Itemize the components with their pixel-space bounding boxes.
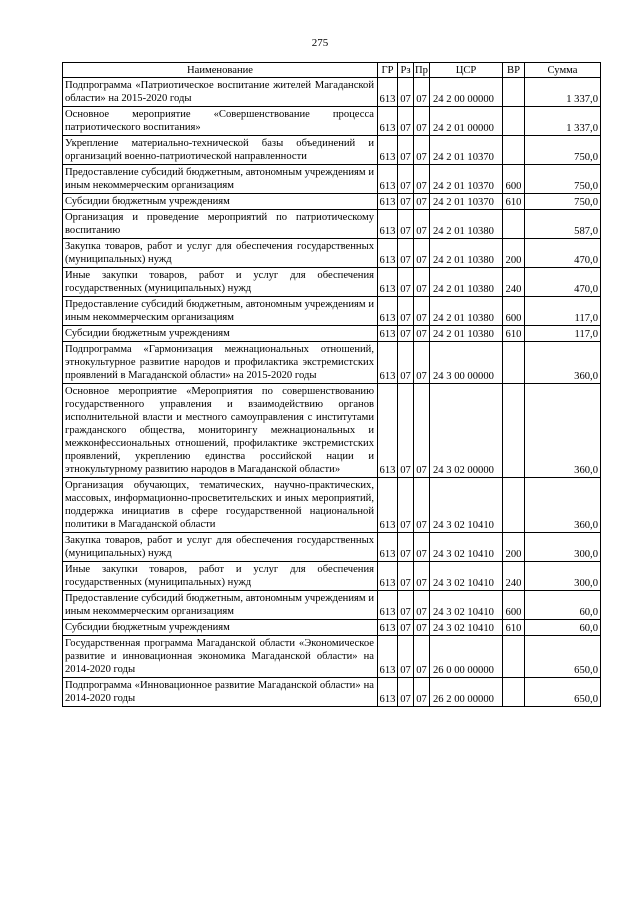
row-name: Основное мероприятие «Мероприятия по совершенствованию государственного управления и взаимодействию органов исполнительной власти и местного самоуправления с институтами гражданского общества, мониторингу межнациональных и межконфессиональных отношений, профилактике экстремистских проявлений, укреплению единства российской нации и этнокультурному развитию народов в Магаданской области» [63,384,378,478]
row-pr: 07 [414,78,430,107]
row-gr: 613 [378,297,398,326]
row-name: Организация и проведение мероприятий по патриотическому воспитанию [63,210,378,239]
row-vr [503,210,525,239]
table-row [63,678,601,707]
row-vr [503,636,525,678]
row-pr: 07 [414,636,430,678]
row-sum: 117,0 [525,297,601,326]
row-name: Закупка товаров, работ и услуг для обеспечения государственных (муниципальных) нужд [63,533,378,562]
row-sum: 360,0 [525,384,601,478]
row-gr: 613 [378,107,398,136]
row-gr: 613 [378,384,398,478]
row-sum: 470,0 [525,239,601,268]
row-csr: 24 2 01 10370 [430,136,503,165]
row-vr [503,107,525,136]
row-csr: 24 3 02 10410 [430,591,503,620]
row-csr: 24 2 01 10370 [430,194,503,210]
row-vr: 200 [503,533,525,562]
row-name: Предоставление субсидий бюджетным, автономным учреждениям и иным некоммерческим организациям [63,165,378,194]
row-vr: 610 [503,620,525,636]
header-name: Наименование [63,63,378,78]
row-rz: 07 [398,107,414,136]
row-csr: 24 2 01 10380 [430,326,503,342]
row-vr [503,678,525,707]
row-gr: 613 [378,591,398,620]
row-gr: 613 [378,194,398,210]
row-name: Субсидии бюджетным учреждениям [63,194,378,210]
row-name: Иные закупки товаров, работ и услуг для обеспечения государственных (муниципальных) нужд [63,562,378,591]
row-name: Подпрограмма «Гармонизация межнациональных отношений, этнокультурное развитие народов и профилактика экстремистских проявлений в Магаданской области» на 2015-2020 годы [63,342,378,384]
row-sum: 587,0 [525,210,601,239]
row-rz: 07 [398,210,414,239]
row-name: Подпрограмма «Инновационное развитие Магаданской области» на 2014-2020 годы [63,678,378,707]
row-csr: 24 2 01 10380 [430,239,503,268]
row-csr: 24 2 01 10380 [430,268,503,297]
row-csr: 24 3 02 10410 [430,478,503,533]
row-sum: 1 337,0 [525,78,601,107]
row-vr: 600 [503,591,525,620]
row-name: Государственная программа Магаданской области «Экономическое развитие и инновационная экономика Магаданской области» на 2014-2020 годы [63,636,378,678]
row-csr: 24 2 01 00000 [430,107,503,136]
row-rz: 07 [398,478,414,533]
row-csr: 24 3 02 10410 [430,533,503,562]
row-csr: 24 2 01 10380 [430,210,503,239]
row-rz: 07 [398,562,414,591]
table-row [63,326,601,342]
row-pr: 07 [414,297,430,326]
row-sum: 300,0 [525,533,601,562]
row-sum: 360,0 [525,342,601,384]
row-rz: 07 [398,620,414,636]
row-pr: 07 [414,562,430,591]
row-rz: 07 [398,326,414,342]
row-name: Основное мероприятие «Совершенствование процесса патриотического воспитания» [63,107,378,136]
row-pr: 07 [414,107,430,136]
row-pr: 07 [414,239,430,268]
row-sum: 1 337,0 [525,107,601,136]
row-sum: 300,0 [525,562,601,591]
row-name: Субсидии бюджетным учреждениям [63,620,378,636]
row-rz: 07 [398,297,414,326]
table-row [63,78,601,107]
row-gr: 613 [378,326,398,342]
row-vr [503,136,525,165]
table-row [63,297,601,326]
row-name: Организация обучающих, тематических, научно-практических, массовых, информационно-просветительских и иных мероприятий, поддержка инициатив в сфере государственной национальной политики в Магаданской области [63,478,378,533]
table-row [63,210,601,239]
row-sum: 360,0 [525,478,601,533]
row-csr: 24 2 01 10370 [430,165,503,194]
row-gr: 613 [378,165,398,194]
row-sum: 750,0 [525,194,601,210]
table-body [63,78,601,707]
row-gr: 613 [378,210,398,239]
row-pr: 07 [414,210,430,239]
row-sum: 60,0 [525,591,601,620]
row-csr: 26 2 00 00000 [430,678,503,707]
row-pr: 07 [414,194,430,210]
table-row [63,268,601,297]
row-vr: 610 [503,326,525,342]
row-gr: 613 [378,478,398,533]
row-sum: 60,0 [525,620,601,636]
row-csr: 24 3 02 10410 [430,620,503,636]
row-rz: 07 [398,194,414,210]
row-pr: 07 [414,533,430,562]
table-row [63,136,601,165]
row-csr: 24 3 00 00000 [430,342,503,384]
table-row [63,107,601,136]
table-row [63,342,601,384]
row-pr: 07 [414,165,430,194]
row-gr: 613 [378,562,398,591]
row-vr: 240 [503,562,525,591]
row-vr [503,478,525,533]
row-rz: 07 [398,636,414,678]
row-pr: 07 [414,591,430,620]
row-sum: 750,0 [525,136,601,165]
row-csr: 24 3 02 00000 [430,384,503,478]
row-vr: 610 [503,194,525,210]
header-gr: ГР [378,63,398,78]
row-pr: 07 [414,678,430,707]
row-pr: 07 [414,268,430,297]
row-gr: 613 [378,239,398,268]
row-vr: 600 [503,297,525,326]
table-row [63,478,601,533]
row-rz: 07 [398,342,414,384]
row-rz: 07 [398,384,414,478]
table-row [63,636,601,678]
row-name: Иные закупки товаров, работ и услуг для обеспечения государственных (муниципальных) нужд [63,268,378,297]
row-gr: 613 [378,78,398,107]
row-csr: 26 0 00 00000 [430,636,503,678]
row-sum: 650,0 [525,678,601,707]
row-vr [503,78,525,107]
row-rz: 07 [398,268,414,297]
row-sum: 470,0 [525,268,601,297]
row-gr: 613 [378,678,398,707]
row-pr: 07 [414,326,430,342]
row-name: Подпрограмма «Патриотическое воспитание жителей Магаданской области» на 2015-2020 годы [63,78,378,107]
row-gr: 613 [378,620,398,636]
row-vr [503,384,525,478]
row-gr: 613 [378,268,398,297]
row-pr: 07 [414,384,430,478]
row-name: Закупка товаров, работ и услуг для обеспечения государственных (муниципальных) нужд [63,239,378,268]
row-csr: 24 3 02 10410 [430,562,503,591]
row-rz: 07 [398,136,414,165]
page-number: 275 [311,37,329,49]
header-pr: Пр [415,64,428,76]
row-rz: 07 [398,533,414,562]
row-rz: 07 [398,165,414,194]
row-csr: 24 2 01 10380 [430,297,503,326]
row-sum: 117,0 [525,326,601,342]
table-header-row [63,63,601,78]
table-row [63,239,601,268]
header-sum: Сумма [525,63,601,78]
row-pr: 07 [414,136,430,165]
row-sum: 750,0 [525,165,601,194]
row-rz: 07 [398,78,414,107]
table-row [63,165,601,194]
row-vr: 240 [503,268,525,297]
header-vr: ВР [503,63,525,78]
row-gr: 613 [378,342,398,384]
row-sum: 650,0 [525,636,601,678]
row-vr: 200 [503,239,525,268]
header-csr: ЦСР [430,63,503,78]
row-vr: 600 [503,165,525,194]
row-rz: 07 [398,591,414,620]
table-row [63,620,601,636]
table-row [63,533,601,562]
row-csr: 24 2 00 00000 [430,78,503,107]
row-pr: 07 [414,478,430,533]
row-gr: 613 [378,636,398,678]
row-vr [503,342,525,384]
header-rz: Рз [398,63,414,78]
row-rz: 07 [398,678,414,707]
table-row [63,384,601,478]
row-gr: 613 [378,136,398,165]
row-pr: 07 [414,620,430,636]
table-row [63,562,601,591]
row-rz: 07 [398,239,414,268]
table-row [63,591,601,620]
row-name: Укрепление материально-технической базы объединений и организаций военно-патриотической направленности [63,136,378,165]
row-gr: 613 [378,533,398,562]
table-row [63,194,601,210]
row-pr: 07 [414,342,430,384]
row-name: Предоставление субсидий бюджетным, автономным учреждениям и иным некоммерческим организациям [63,297,378,326]
row-name: Предоставление субсидий бюджетным, автономным учреждениям и иным некоммерческим организациям [63,591,378,620]
row-name: Субсидии бюджетным учреждениям [63,326,378,342]
budget-table [62,62,601,707]
